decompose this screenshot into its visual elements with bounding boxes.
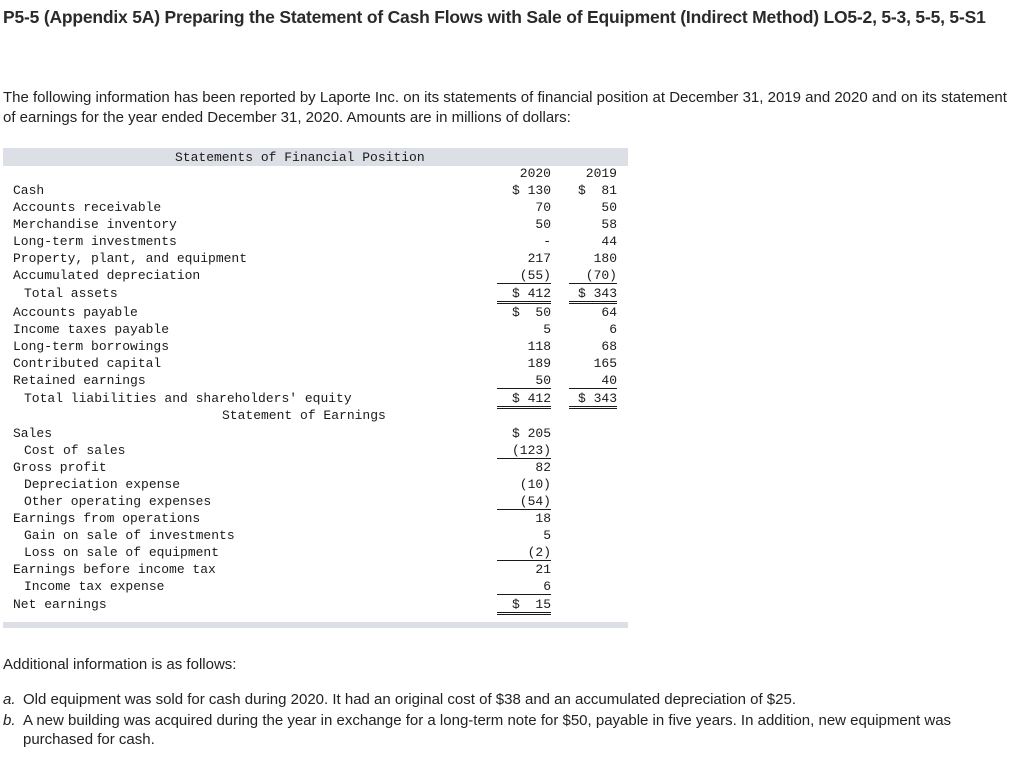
value-2020: $ 50 xyxy=(511,305,551,320)
value-2019: $ 81 xyxy=(577,183,617,198)
table-row xyxy=(3,356,628,373)
row-label: Gain on sale of investments xyxy=(24,528,235,543)
table-row xyxy=(3,528,628,545)
table-row xyxy=(3,426,628,443)
row-label: Earnings from operations xyxy=(13,511,201,526)
col-2020-header: 2020 xyxy=(519,166,551,181)
table-row xyxy=(3,217,628,234)
value-2020: $ 412 xyxy=(497,286,551,304)
value-2020: (55) xyxy=(497,268,551,284)
value-2019: 50 xyxy=(601,200,617,215)
value-2020: $ 15 xyxy=(497,597,551,615)
additional-info-heading: Additional information is as follows: xyxy=(3,656,237,673)
value-2020: 82 xyxy=(535,460,551,475)
value-2019: $ 343 xyxy=(569,391,617,409)
table-row xyxy=(3,234,628,251)
table-row xyxy=(3,183,628,200)
value-2020: 6 xyxy=(497,579,551,595)
row-label: Earnings before income tax xyxy=(13,562,216,577)
table-row xyxy=(3,373,628,390)
row-label: Income tax expense xyxy=(24,579,165,594)
table-row xyxy=(3,494,628,511)
note-b xyxy=(3,711,1021,749)
value-2020: $ 130 xyxy=(511,183,551,198)
row-label: Merchandise inventory xyxy=(13,217,177,232)
value-2019: 44 xyxy=(601,234,617,249)
value-2020: (123) xyxy=(497,443,551,459)
value-2020: 18 xyxy=(535,511,551,526)
value-2019: 68 xyxy=(601,339,617,354)
row-label: Accounts payable xyxy=(13,305,138,320)
row-label: Retained earnings xyxy=(13,373,146,388)
table-row xyxy=(3,268,628,285)
value-2019: (70) xyxy=(569,268,617,284)
table-row xyxy=(3,545,628,562)
value-2020: 50 xyxy=(497,373,551,389)
table-row xyxy=(3,322,628,339)
row-label: Long-term investments xyxy=(13,234,177,249)
row-label: Cost of sales xyxy=(24,443,126,458)
value-2020: 21 xyxy=(535,562,551,577)
value-2019: $ 343 xyxy=(569,286,617,304)
value-2020: - xyxy=(543,234,551,249)
additional-notes xyxy=(3,690,1021,751)
value-2020: 5 xyxy=(543,322,551,337)
value-2019: 40 xyxy=(569,373,617,389)
row-label: Income taxes payable xyxy=(13,322,170,337)
note-letter: a. xyxy=(3,691,16,708)
problem-title: P5-5 (Appendix 5A) Preparing the Statement of Cash Flows with Sale of Equipment (Indirect Method) LO5-2, 5-3, 5-5, 5-S1 xyxy=(3,7,986,27)
intro-paragraph: The following information has been reported by Laporte Inc. on its statements of financial position at December 31, 2019 and 2020 and on its statement of earnings for the year ended December 31, 2020. Amounts are in millions of dollars: xyxy=(3,89,1007,126)
value-2019: 64 xyxy=(601,305,617,320)
row-label: Total assets xyxy=(24,286,118,301)
row-label: Depreciation expense xyxy=(24,477,181,492)
value-2019: 180 xyxy=(593,251,617,266)
note-a xyxy=(3,690,1021,709)
value-2019: 165 xyxy=(593,356,617,371)
table-row xyxy=(3,597,628,614)
value-2019: 58 xyxy=(601,217,617,232)
row-label: Gross profit xyxy=(13,460,107,475)
row-label: Net earnings xyxy=(13,597,107,612)
value-2020: 50 xyxy=(535,217,551,232)
note-text: A new building was acquired during the year in exchange for a long-term note for $50, payable in five years. In addition, new equipment was purchased for cash. xyxy=(23,712,952,748)
note-text: Old equipment was sold for cash during 2020. It had an original cost of $38 and an accumulated depreciation of $25. xyxy=(23,691,796,708)
row-label: Loss on sale of equipment xyxy=(24,545,220,560)
sfp-heading: Statements of Financial Position xyxy=(175,150,425,165)
table-row xyxy=(3,562,628,579)
table-row xyxy=(3,200,628,217)
row-label: Property, plant, and equipment xyxy=(13,251,248,266)
value-2020: 5 xyxy=(543,528,551,543)
col-2019-header: 2019 xyxy=(585,166,617,181)
row-label: Sales xyxy=(13,426,53,441)
row-label: Cash xyxy=(13,183,45,198)
table-row xyxy=(3,511,628,528)
note-letter: b. xyxy=(3,712,16,729)
sfp-column-headers xyxy=(3,166,628,183)
table-row xyxy=(3,305,628,322)
table-row xyxy=(3,251,628,268)
row-label: Long-term borrowings xyxy=(13,339,170,354)
value-2020: (10) xyxy=(519,477,551,492)
row-label: Accounts receivable xyxy=(13,200,162,215)
value-2020: (2) xyxy=(497,545,551,561)
row-label: Total liabilities and shareholders' equity xyxy=(24,391,352,406)
row-label: Other operating expenses xyxy=(24,494,212,509)
value-2020: $ 205 xyxy=(511,426,551,441)
value-2020: 189 xyxy=(527,356,551,371)
value-2020: 118 xyxy=(527,339,551,354)
value-2020: 217 xyxy=(527,251,551,266)
row-label: Contributed capital xyxy=(13,356,162,371)
table-row xyxy=(3,579,628,596)
row-label: Accumulated depreciation xyxy=(13,268,201,283)
value-2020: 70 xyxy=(535,200,551,215)
value-2019: 6 xyxy=(609,322,617,337)
value-2020: (54) xyxy=(497,494,551,510)
soe-heading: Statement of Earnings xyxy=(222,408,386,423)
table-row xyxy=(3,286,628,303)
table-row xyxy=(3,339,628,356)
table-row xyxy=(3,477,628,494)
table-row xyxy=(3,391,628,408)
table-row xyxy=(3,443,628,460)
value-2020: $ 412 xyxy=(497,391,551,409)
table-row xyxy=(3,460,628,477)
